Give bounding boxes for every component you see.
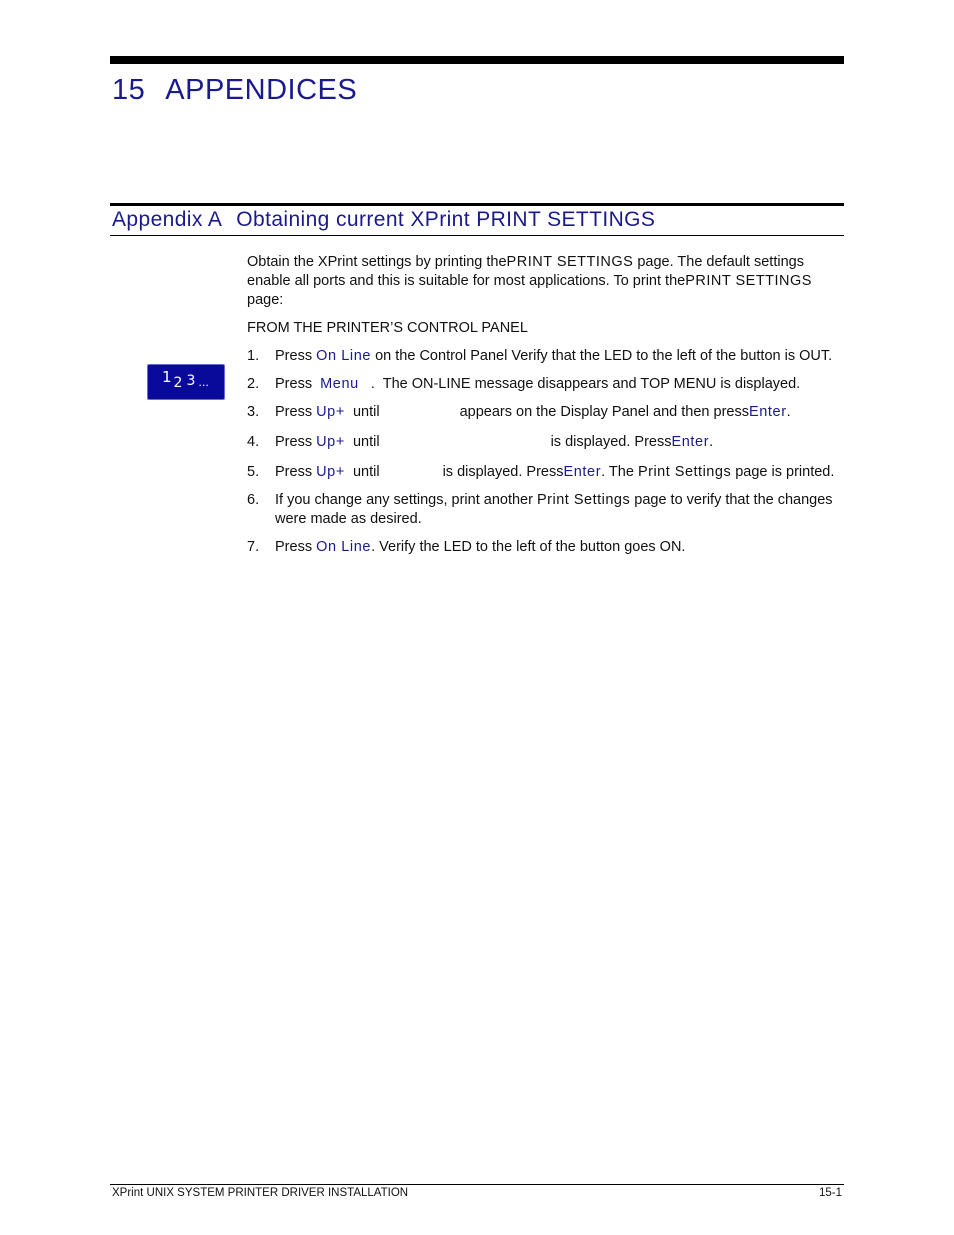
step-item [247,347,847,366]
key-up-plus: Up+ [316,464,345,480]
step-number: 5. [247,464,260,480]
step-text: Press [275,464,317,480]
section-rule-bottom [110,235,844,236]
step-text: page is printed. [731,464,835,480]
key-up-plus: Up+ [316,404,345,420]
step-text: until [344,434,380,450]
chapter-number: 15 [112,74,146,106]
key-on-line: On Line [316,539,372,555]
section-label: Appendix A [112,208,223,231]
step-text: . The ON-LINE message disappears and TOP MENU is displayed. [358,376,801,392]
key-enter: Enter [671,434,710,450]
step-text: until [344,464,380,480]
section-rule-top [110,203,844,206]
key-menu: Menu [320,376,359,392]
step-text: . The [601,464,638,480]
step-text: is displayed. Press [550,434,672,450]
step-item [247,375,847,394]
step-item [247,433,847,452]
step-text: is displayed. Press [442,464,564,480]
key-up-plus: Up+ [316,434,345,450]
step-number: 7. [247,539,260,555]
intro-text-3: page: [247,292,284,308]
intro-print-settings-2: PRINT SETTINGS [685,273,812,289]
step-item [247,403,847,422]
step-text: page to verify that the changes were made as desired. [275,492,833,527]
step-text: Press [275,348,317,364]
control-panel-subhead: FROM THE PRINTER’S CONTROL PANEL [247,320,528,336]
steps-badge-ellipsis: ... [198,376,209,389]
key-enter: Enter [748,404,787,420]
section-title [112,208,655,232]
intro-print-settings-1: PRINT SETTINGS [506,254,634,270]
steps-list [247,347,847,557]
intro-text-2: page. The default settings enable all ports and this is suitable for most applications. To print the [247,254,804,289]
key-on-line: On Line [316,348,372,364]
steps-badge-digit-2: 2 [173,375,183,391]
footer-rule [110,1184,844,1185]
top-rule [110,56,844,64]
step-text: . Verify the LED to the left of the button goes ON. [371,539,686,555]
step-text: If you change any settings, print another [275,492,537,508]
step-text: until [344,404,380,420]
step-text: appears on the Display Panel and then press [459,404,749,420]
key-enter: Enter [563,464,602,480]
intro-text-1: Obtain the XPrint settings by printing the [247,254,507,270]
step-number: 6. [247,492,260,508]
numbered-steps-icon [147,364,225,400]
step-text: Press [275,376,321,392]
step-number: 3. [247,404,260,420]
step-text: Press [275,539,317,555]
step-item [247,491,847,529]
steps-badge-digit-3: 3 [186,373,196,389]
body-text [247,253,847,566]
footer-page-number: 15-1 [818,1187,842,1199]
chapter-title [112,74,357,107]
print-settings-label: Print Settings [536,492,631,508]
step-text: Press [275,404,317,420]
step-number: 4. [247,434,260,450]
step-item [247,538,847,557]
print-settings-label: Print Settings [637,464,732,480]
step-text: . [786,404,791,420]
intro-paragraph [247,253,847,310]
steps-badge-digit-1: 1 [162,368,172,386]
step-number: 1. [247,348,260,364]
footer-document-title: XPrint UNIX SYSTEM PRINTER DRIVER INSTALLATION [112,1187,409,1199]
chapter-title-text: APPENDICES [165,74,358,106]
step-item [247,463,847,482]
step-number: 2. [247,376,260,392]
section-title-text: Obtaining current XPrint PRINT SETTINGS [236,208,656,231]
step-text: on the Control Panel Verify that the LED to the left of the button is OUT. [371,348,833,364]
step-text: Press [275,434,317,450]
step-text: . [709,434,714,450]
